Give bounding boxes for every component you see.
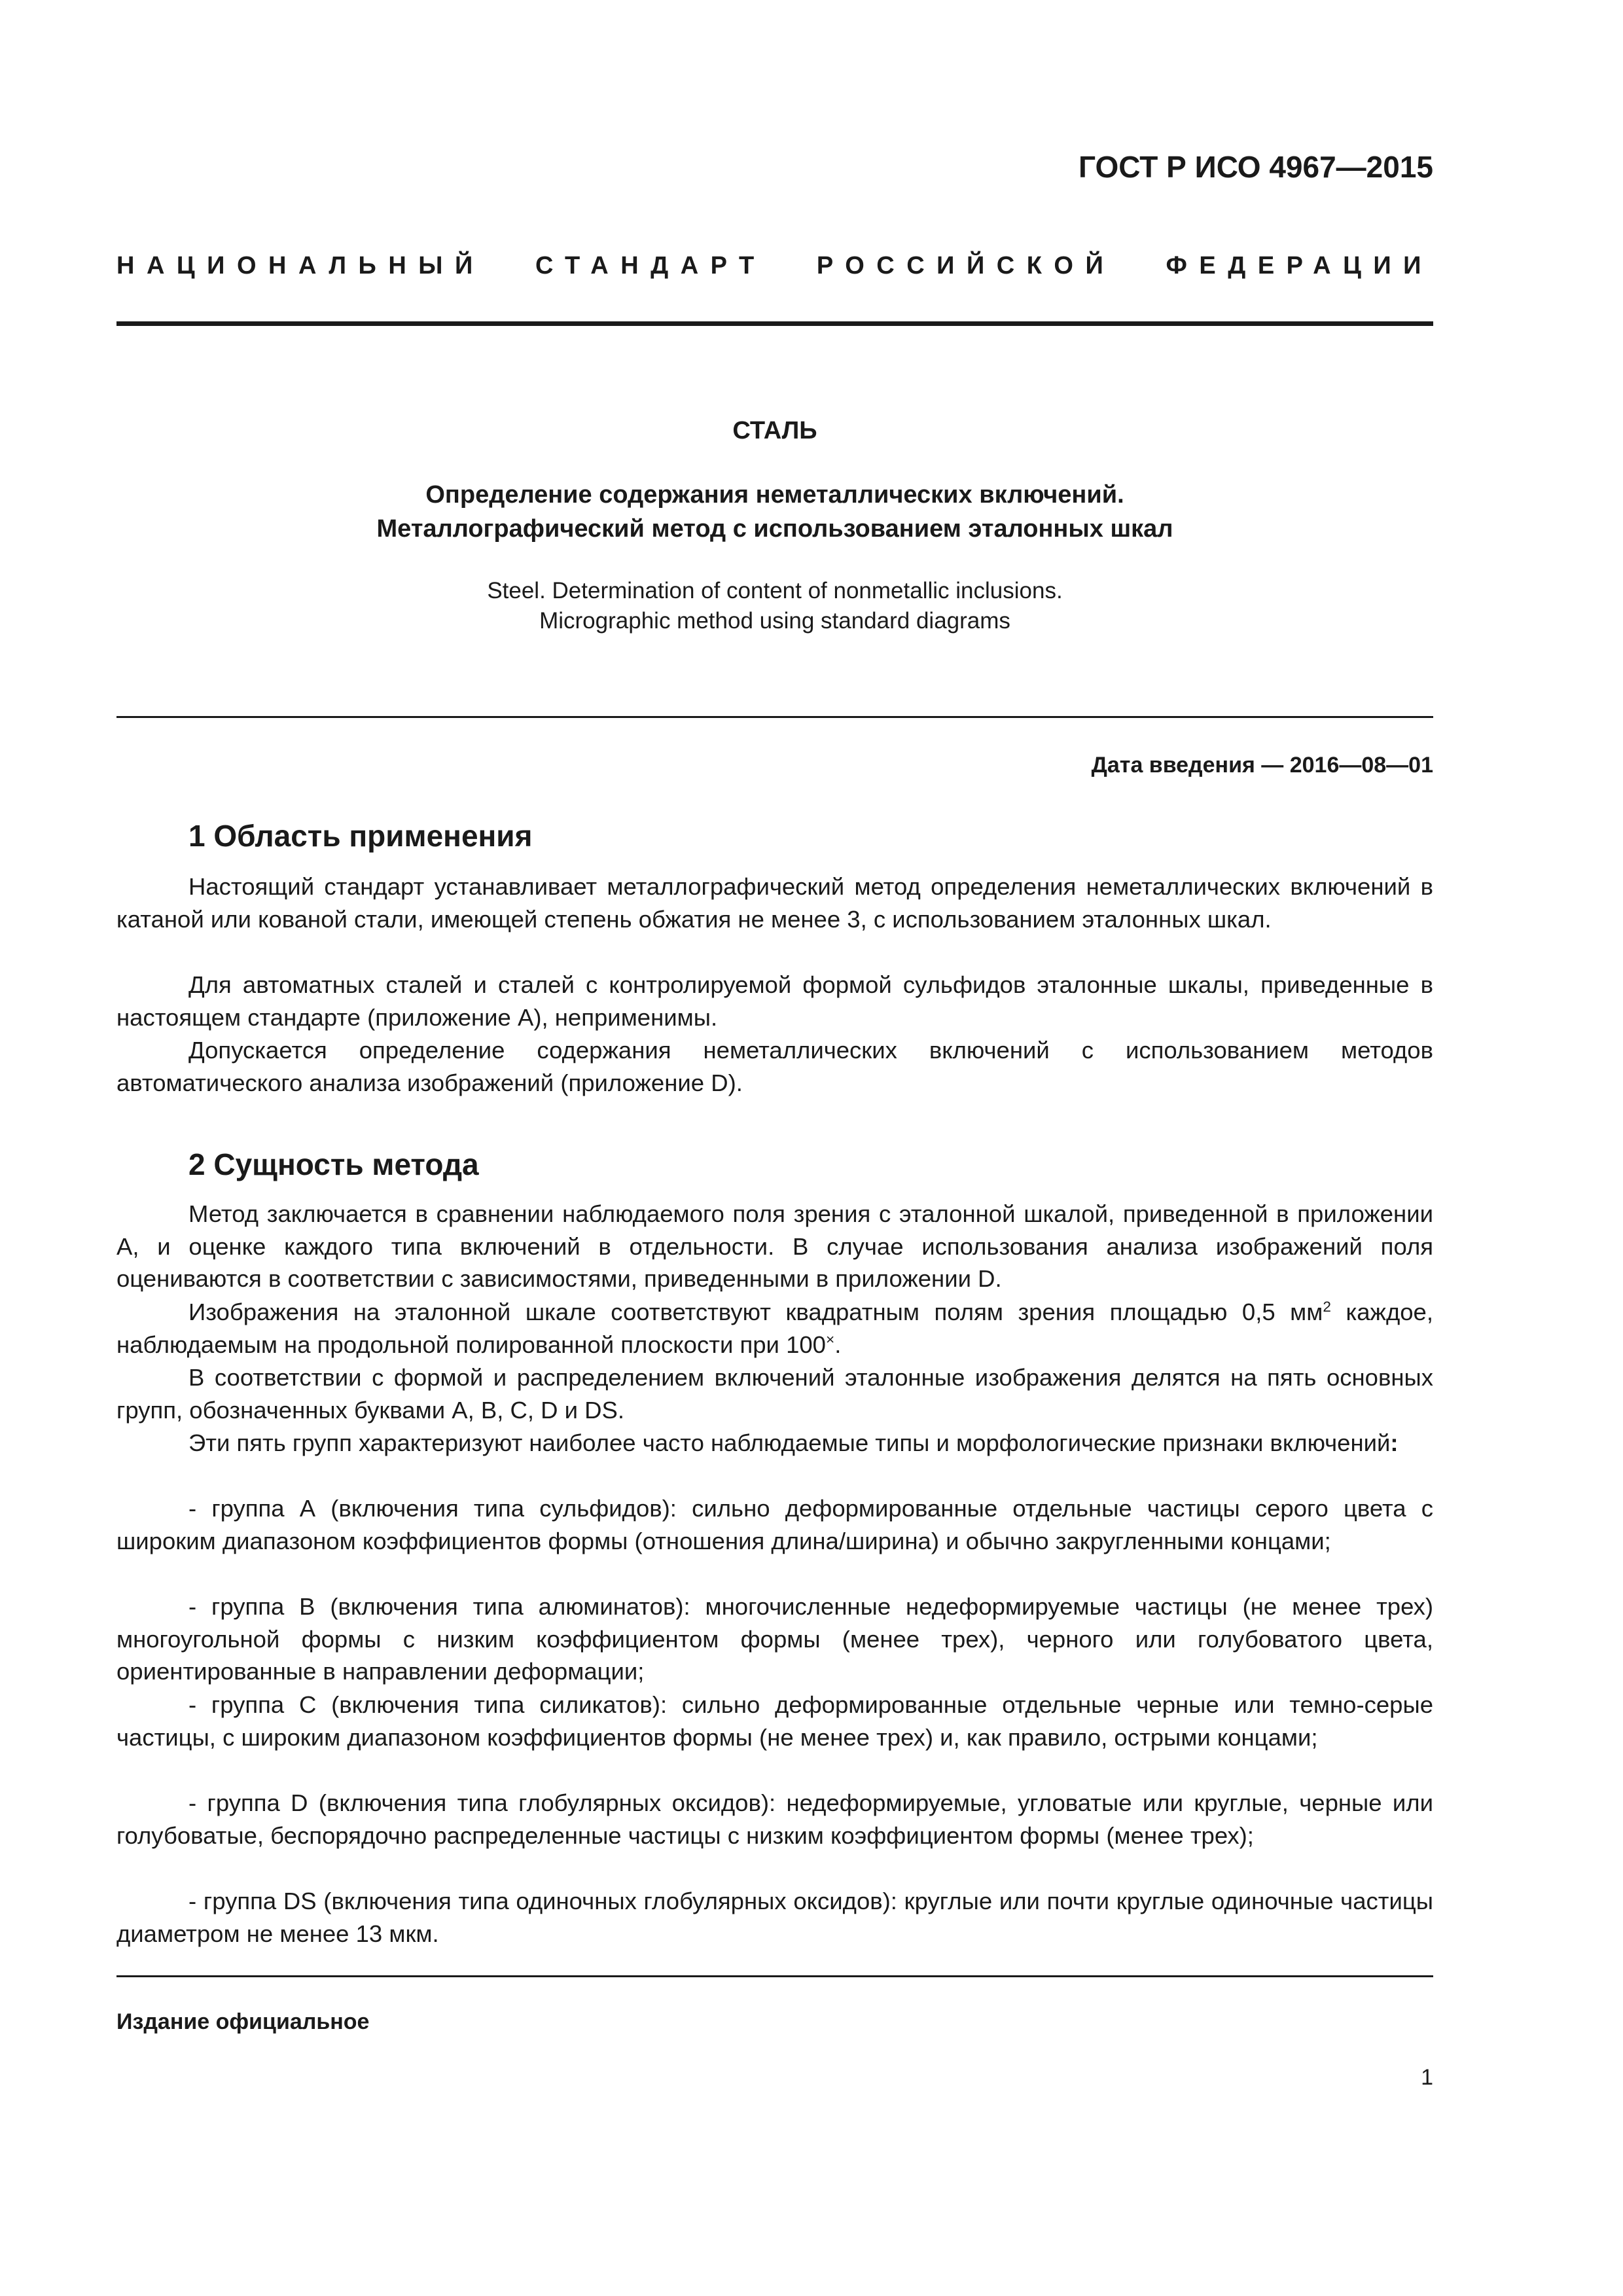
document-subtitle <box>116 478 1433 546</box>
magnification-sign: × <box>825 1331 835 1348</box>
section-1-paragraph-3: Допускается определение содержания неметаллических включений с использованием методов автоматического анализа изображений (приложение D). <box>116 1037 1433 1096</box>
section-1-paragraph-1: Настоящий стандарт устанавливает металлографический метод определения неметаллических включений в катаной или кованой стали, имеющей степень обжатия не менее 3, с использованием эталонных шкал. <box>116 873 1433 933</box>
page-number: 1 <box>1421 2065 1433 2090</box>
subtitle-line-2: Металлографический метод с использованием эталонных шкал <box>376 515 1173 543</box>
official-edition-label: Издание официальное <box>116 2009 370 2034</box>
footer-rule <box>116 1975 1433 1977</box>
section-2-paragraph-method: Метод заключается в сравнении наблюдаемого поля зрения с эталонной шкалой, приведенной в приложении А, и оценке каждого типа включений в отдельности. В случае использования анализа изображений поля оцениваются в соответствии с зависимостями, приведенными в приложении D. <box>116 1200 1433 1292</box>
section-2-paragraph-fields <box>116 1296 1433 1361</box>
group-a-item: - группа А (включения типа сульфидов): сильно деформированные отдельные частицы серого цвета с широким диапазоном коэффициентов формы (отношения длина/ширина) и обычно закругленными концами; <box>116 1495 1433 1554</box>
section-2-paragraph-groups: В соответствии с формой и распределением включений эталонные изображения делятся на пять основных групп, обозначенных буквами А, В, С, D и DS. <box>116 1364 1433 1424</box>
area-exponent: 2 <box>1323 1298 1331 1315</box>
types-colon: : <box>1390 1429 1399 1456</box>
area-text: Изображения на эталонной шкале соответствуют квадратным полям зрения площадью 0,5 мм <box>188 1299 1323 1325</box>
group-d-item: - группа D (включения типа глобулярных оксидов): недеформируемые, угловатые или круглые, черные или голубоватые, беспорядочно распределенные частицы с низким коэффициентом формы (менее трех); <box>116 1789 1433 1849</box>
section-1-heading: 1 Область применения <box>188 819 533 853</box>
group-c-item: - группа С (включения типа силикатов): сильно деформированные отдельные черные или темно-серые частицы, с широким диапазоном коэффициентов формы (не менее трех) и, как правило, острыми концами; <box>116 1691 1433 1751</box>
english-title-line-2: Micrographic method using standard diagrams <box>539 608 1010 634</box>
document-title: СТАЛЬ <box>732 417 817 444</box>
english-title-line-1: Steel. Determination of content of nonmetallic inclusions. <box>487 578 1063 603</box>
subtitle-line-1: Определение содержания неметаллических включений. <box>425 481 1124 509</box>
magnification-text: каждое, наблюдаемым на продольной полированной плоскости при 100 <box>116 1299 1433 1358</box>
section-2-heading: 2 Сущность метода <box>188 1147 479 1181</box>
national-standard-banner: НАЦИОНАЛЬНЫЙ СТАНДАРТ РОССИЙСКОЙ ФЕДЕРАЦИИ <box>116 252 1433 279</box>
section-2-paragraph-types <box>116 1427 1433 1460</box>
group-b-item: - группа В (включения типа алюминатов): многочисленные недеформируемые частицы (не менее трех) многоугольной формы с низким коэффициентом формы (менее трех), черного или голубоватого цвета, ориентированные в направлении деформации; <box>116 1593 1433 1685</box>
paragraph-end: . <box>834 1331 842 1358</box>
title-rule <box>116 716 1433 718</box>
introduction-date: Дата введения — 2016—08—01 <box>1091 753 1433 778</box>
header-rule <box>116 321 1433 326</box>
english-title <box>116 576 1433 636</box>
types-text: Эти пять групп характеризуют наиболее часто наблюдаемые типы и морфологические признаки включений <box>188 1429 1391 1456</box>
group-ds-item: - группа DS (включения типа одиночных глобулярных оксидов): круглые или почти круглые одиночные частицы диаметром не менее 13 мкм. <box>116 1888 1433 1947</box>
section-1-paragraph-2: Для автоматных сталей и сталей с контролируемой формой сульфидов эталонные шкалы, приведенные в настоящем стандарте (приложение А), неприменимы. <box>116 971 1433 1031</box>
standard-code: ГОСТ Р ИСО 4967—2015 <box>1078 150 1433 184</box>
